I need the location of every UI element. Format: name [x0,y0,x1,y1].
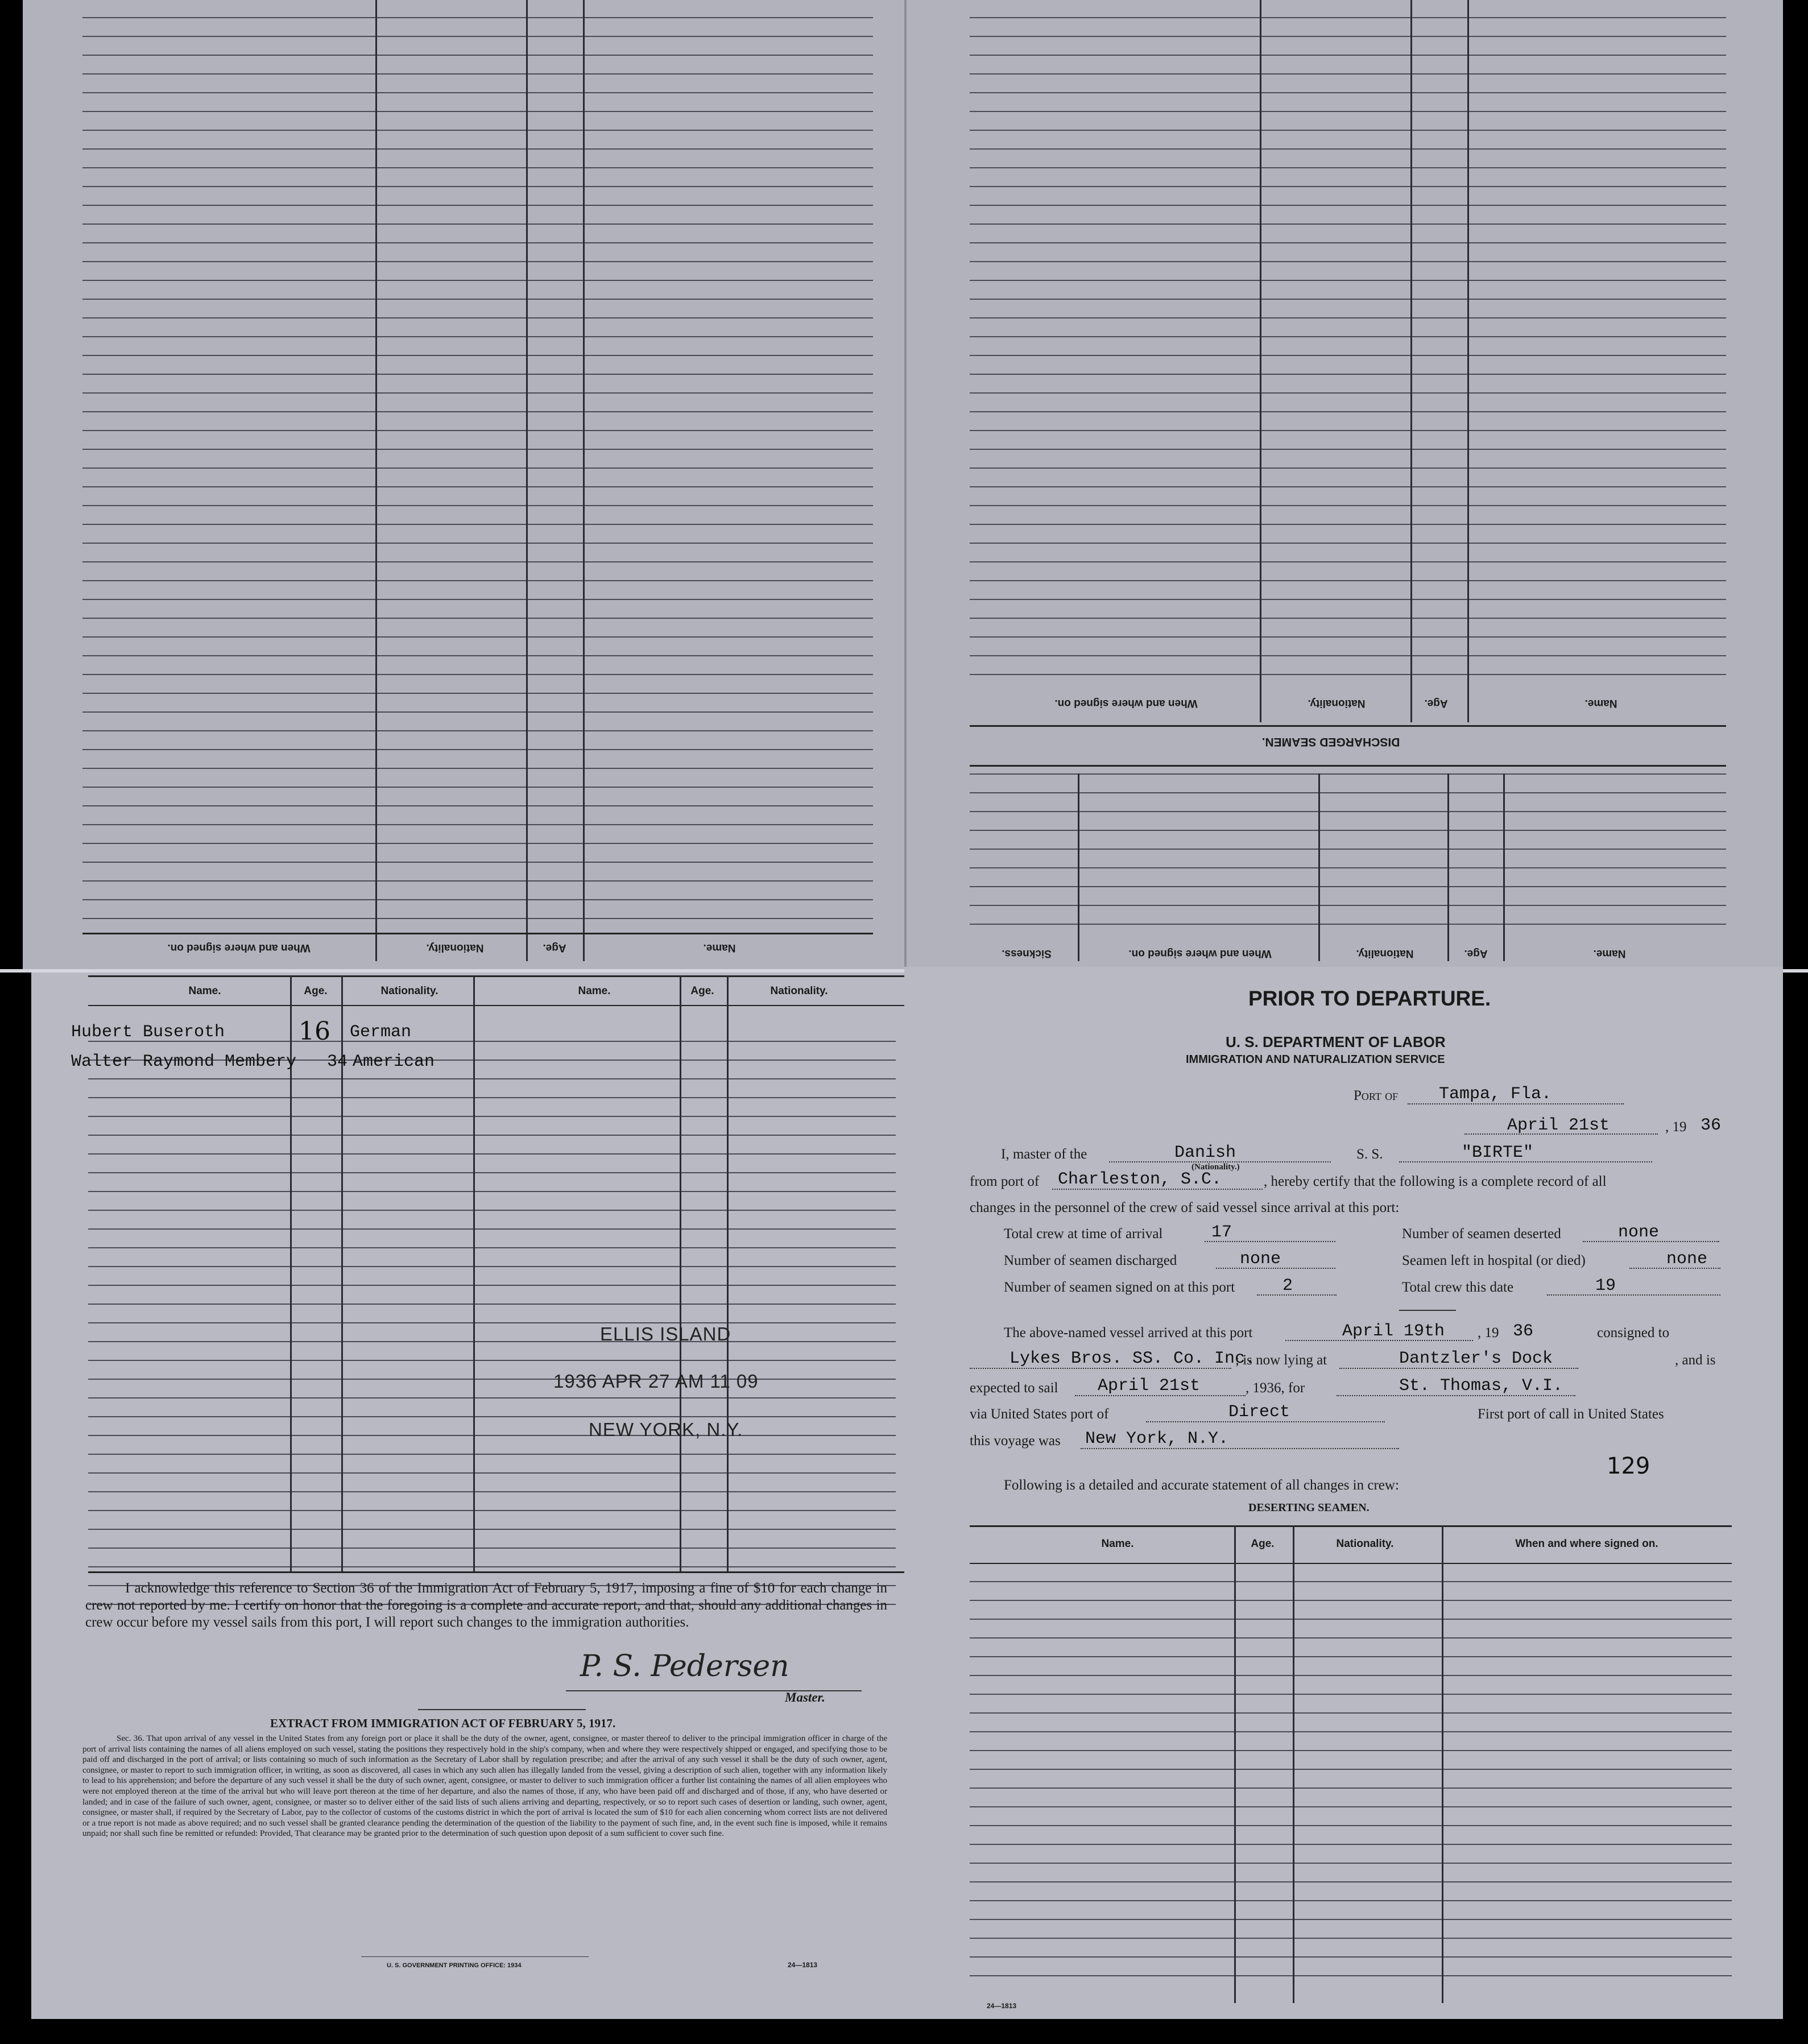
ruled-line [88,1266,896,1267]
signed-on-label: Number of seamen signed on at this port [1004,1280,1235,1295]
bottom-right-ruled-table [970,1581,1732,1991]
form-number-right: 24—1813 [987,2002,1017,2010]
prior-to-departure-title: PRIOR TO DEPARTURE. [1248,987,1491,1010]
crew-row-1-nationality: German [350,1023,412,1042]
deserted-value: none [1618,1223,1660,1242]
voyage-label: this voyage was [970,1433,1061,1449]
ruled-line [88,1153,896,1155]
ruled-line [970,561,1726,562]
ruled-line [88,1304,896,1305]
ruled-line [82,224,873,225]
destination-value: St. Thomas, V.I. [1399,1376,1563,1396]
ruled-line [970,55,1726,56]
ruled-line [970,242,1726,243]
ruled-line [970,1600,1732,1601]
ruled-line [82,561,873,562]
acknowledgement-text: I acknowledge this reference to Section 36 of the Immigration Act of February 5, 1917, imposing a fine of $10 for each change in crew not reported by me. I certify on honor that the foregoing is a complete and accurate report, and that, should any additional changes in crew occur before my vessel sails from this port, I will report such changes to the immigration authorities. [85,1580,887,1630]
top-left-header-nationality: Nationality. [426,942,484,954]
ellis-island-stamp-line-3: NEW YORK, N.Y. [589,1419,743,1440]
master-signature: P. S. Pedersen [580,1649,789,1683]
first-port-value: New York, N.Y. [1085,1429,1229,1449]
bottom-left-header-rule [88,1005,904,1006]
ruled-line [88,1379,896,1380]
top-right-column-divider [1260,0,1261,722]
ruled-line [970,449,1726,450]
signed-on-value: 2 [1282,1276,1293,1296]
extract-text: Sec. 36. That upon arrival of any vessel in the United States from any foreign port or place it shall be the duty of the owner, agent, consignee, or master thereof to deliver to the principal immigration officer in charge of the port of arrival lists containing the names of all aliens employed on such vessel, stating the positions they respectively hold in the ship's company, when and where they were respectively shipped or engaged, and specifying those to be paid off and discharged in the port of arrival; or lists containing so much of such information as the Secretary of Labor shall by regulation prescribe; and after the arrival of any such vessel it shall be the duty of such owner, agent, consignee, or master to report to such immigration officer, in writing, as soon as discovered, all cases in which any such alien has illegally landed from the vessel, giving a description of such alien, together with any information likely to lead to his apprehension; and before the departure of any such vessel it shall be the duty of such owner, agent, consignee, or master to deliver to such immigration officer a further list containing the names of all alien employees who were not employed thereon at the time of the arrival but who will leave port thereon at the time of her departure, and also the names of those, if any, who have been paid off and discharged and of those, if any, who have deserted or landed; and in case of the failure of such owner, agent, consignee, or master so to deliver either of the said lists of such aliens arriving and departing, respectively, or so to report such cases of desertion or landing, such owner, agent, consignee, or master shall, if required by the Secretary of Labor, pay to the collector of customs of the customs district in which the port of arrival is located the sum of $10 for each alien concerning whom correct lists are not delivered or a true report is not made as above required; and no such vessel shall be granted clearance pending the determination of the question of the liability to the payment of such fine, and, in the event such fine is imposed, while it remains unpaid; nor shall such fine be remitted or refunded: Provided, That clearance may be granted prior to the determination of such question upon deposit of a sum sufficient to cover such fine. [82,1734,887,1839]
ruled-line [970,524,1726,525]
ruled-line [970,1619,1732,1620]
br-column-divider [1234,1525,1236,2003]
ruled-line [970,924,1726,925]
ruled-line [970,830,1726,831]
ruled-line [82,730,873,731]
ruled-line [82,636,873,638]
nationality-caption: (Nationality.) [1191,1162,1240,1172]
ruled-line [82,280,873,281]
ruled-line [970,618,1726,619]
ruled-line [82,862,873,863]
top-left-sheet [23,0,904,973]
top-right-lower-column-divider [1447,773,1449,961]
ruled-line [970,299,1726,300]
top-right-sheet [904,0,1783,967]
port-label: Port of [1354,1088,1399,1103]
arrived-year: 36 [1513,1322,1534,1341]
ruled-line [970,1806,1732,1807]
br-header-nationality: Nationality. [1336,1538,1394,1550]
ruled-line [82,843,873,844]
bl-header-age: Age. [304,985,328,997]
ruled-line [970,1881,1732,1882]
ruled-line [970,1694,1732,1695]
ruled-line [82,36,873,37]
top-left-column-divider [375,0,377,961]
ruled-line [970,167,1726,168]
crew-row-2-nationality: American [353,1052,435,1071]
ruled-line [970,355,1726,356]
ruled-line [970,1637,1732,1638]
bl-column-divider [473,975,475,1573]
ruled-line [970,773,1726,775]
ruled-line [82,317,873,318]
ruled-line [970,1938,1732,1939]
ruled-line [82,674,873,675]
extract-title: EXTRACT FROM IMMIGRATION ACT OF FEBRUARY 5, 1917. [270,1716,616,1730]
top-right-column-divider [1467,0,1469,722]
bl-column-divider [727,975,729,1573]
total-crew-label: Total crew this date [1402,1280,1514,1295]
ruled-line [88,1116,896,1117]
ruled-line [970,1956,1732,1958]
ruled-line [82,880,873,882]
ruled-line [970,430,1726,431]
total-crew-arrival-label: Total crew at time of arrival [1004,1226,1163,1242]
ruled-line [970,224,1726,225]
and-is-text: , and is [1675,1352,1716,1368]
ruled-line [88,1191,896,1192]
summary-rule [1399,1310,1456,1311]
ruled-line [970,636,1726,638]
ruled-line [970,792,1726,793]
signed-on-field [1257,1294,1337,1296]
deserted-label: Number of seamen deserted [1402,1226,1561,1242]
ship-value: "BIRTE" [1462,1143,1534,1162]
ruled-line [88,1247,896,1248]
ruled-line [88,1078,896,1079]
ruled-line [82,17,873,18]
changes-text: changes in the personnel of the crew of said vessel since arrival at this port: [970,1200,1400,1215]
ruled-line [970,1825,1732,1826]
arrived-label: The above-named vessel arrived at this port [1004,1325,1253,1340]
department-name: U. S. DEPARTMENT OF LABOR [1226,1033,1446,1050]
bl-header-nationality-2: Nationality. [770,985,828,997]
bottom-left-top-rule [88,975,904,977]
ruled-line [88,1548,896,1549]
top-left-header-name: Name. [703,942,736,954]
top-left-header-signed-on: When and where signed on. [167,942,311,954]
sail-year-text: , 1936, for [1246,1380,1305,1396]
extract-bottom-rule [361,1956,589,1957]
ruled-line [82,355,873,356]
ruled-line [88,1097,896,1098]
expected-label: expected to sail [970,1380,1058,1396]
crew-row-1-name: Hubert Buseroth [71,1023,225,1042]
via-value: Direct [1228,1402,1290,1422]
br-column-divider [1442,1525,1443,2003]
ruled-line [970,599,1726,600]
br-header-signed-on: When and where signed on. [1515,1538,1658,1550]
ruled-line [82,749,873,750]
top-left-ruled-table [82,17,873,927]
ruled-line [82,242,873,243]
bl-column-divider [680,975,681,1573]
ruled-line [970,811,1726,812]
top-right-upper-header-age: Age. [1424,697,1448,709]
top-right-upper-header-name: Name. [1584,697,1617,709]
top-right-lower-header-sickness: Sickness. [1002,947,1052,959]
ruled-line [82,467,873,469]
top-right-column-divider [1410,0,1412,722]
consignee-value: Lykes Bros. SS. Co. Inc. [1009,1349,1256,1368]
top-right-upper-header-signed-on: When and where signed on. [1054,697,1198,709]
ruled-line [970,1975,1732,1976]
ruled-line [82,299,873,300]
ruled-line [88,1397,896,1398]
ruled-line [88,1416,896,1417]
bl-header-name: Name. [188,985,221,997]
ruled-line [970,411,1726,412]
ruled-line [88,1454,896,1455]
ruled-line [82,580,873,581]
ruled-line [82,336,873,337]
ruled-line [970,73,1726,75]
ruled-line [970,1581,1732,1582]
ruled-line [970,130,1726,131]
arrived-date: April 19th [1342,1322,1445,1341]
bl-header-name-2: Name. [578,985,611,997]
top-left-header-age: Age. [543,942,566,954]
year-prefix: , 19 [1665,1119,1687,1135]
ruled-line [82,374,873,375]
dock-value: Dantzler's Dock [1399,1349,1553,1368]
top-right-section-rule [970,725,1726,727]
ruled-line [970,580,1726,581]
form-number-left: 24—1813 [788,1961,818,1969]
ruled-line [82,693,873,694]
ruled-line [970,36,1726,37]
ruled-line [970,467,1726,469]
ruled-line [88,1172,896,1173]
ruled-line [82,824,873,825]
extract-rule [418,1709,586,1710]
ruled-line [82,524,873,525]
top-right-lower-header-nationality: Nationality. [1356,947,1414,959]
ruled-line [88,1472,896,1474]
crew-row-1-age: 16 [299,1017,330,1046]
ruled-line [970,674,1726,675]
deserting-seamen-title: DESERTING SEAMEN. [1248,1501,1370,1514]
following-label: Following is a detailed and accurate statement of all changes in crew: [1004,1478,1399,1493]
ruled-line [970,849,1726,850]
ruled-line [970,886,1726,887]
ruled-line [970,1675,1732,1676]
bottom-left-sheet [31,973,904,2019]
printing-office: U. S. GOVERNMENT PRINTING OFFICE: 1934 [387,1962,522,1969]
ruled-line [970,486,1726,487]
certify-text: , hereby certify that the following is a complete record of all [1264,1174,1607,1189]
ruled-line [82,411,873,412]
bottom-left-table-bottom-rule [88,1571,904,1573]
ruled-line [970,92,1726,93]
top-left-header-rule [82,933,873,934]
hospital-label: Seamen left in hospital (or died) [1402,1253,1586,1268]
top-left-column-divider [583,0,585,961]
top-right-lower-ruled-table [970,773,1726,933]
ruled-line [82,899,873,900]
ruled-line [88,1285,896,1286]
ruled-line [82,430,873,431]
crew-row-2-name: Walter Raymond Membery [71,1052,297,1071]
ellis-island-stamp-line-2: 1936 APR 27 AM 11 09 [553,1371,759,1392]
bl-header-nationality: Nationality. [380,985,438,997]
ruled-line [970,1788,1732,1789]
ruled-line [82,711,873,713]
ruled-line [82,805,873,806]
nationality-value: Danish [1174,1143,1236,1162]
top-right-upper-ruled-table [970,17,1726,682]
ruled-line [82,92,873,93]
ruled-line [970,1919,1732,1920]
ruled-line [970,1750,1732,1751]
ellis-island-stamp-line-1: ELLIS ISLAND [600,1323,731,1344]
ruled-line [970,205,1726,206]
ruled-line [82,599,873,600]
bottom-left-ruled-table [88,1041,896,1609]
ss-label: S. S. [1356,1147,1383,1162]
ruled-line [970,17,1726,18]
ruled-line [82,918,873,919]
ruled-line [970,1863,1732,1864]
discharged-label: Number of seamen discharged [1004,1253,1177,1268]
consigned-label: consigned to [1597,1325,1670,1340]
total-crew-arrival-value: 17 [1211,1223,1232,1242]
total-crew-value: 19 [1595,1276,1616,1296]
ruled-line [82,655,873,656]
ruled-line [970,261,1726,262]
top-right-lower-header-name: Name. [1593,947,1626,959]
ruled-line [970,374,1726,375]
top-right-lower-column-divider [1078,773,1079,961]
discharged-value: none [1240,1249,1281,1269]
ruled-line [970,280,1726,281]
top-right-lower-header-age: Age. [1464,947,1488,959]
ruled-line [970,1900,1732,1901]
top-right-lower-column-divider [1503,773,1505,961]
ruled-line [82,186,873,187]
ruled-line [82,486,873,487]
arrived-year-prefix: , 19 [1478,1325,1499,1340]
ruled-line [970,317,1726,318]
discharged-seamen-title: DISCHARGED SEAMEN. [1261,735,1400,748]
ruled-line [82,73,873,75]
ruled-line [970,1731,1732,1732]
ruled-line [970,186,1726,187]
ruled-line [970,543,1726,544]
br-column-divider [1293,1525,1294,2003]
ruled-line [88,1322,896,1323]
ruled-line [82,111,873,112]
ruled-line [82,505,873,506]
top-right-lower-column-divider [1318,773,1320,961]
ruled-line [88,1529,896,1530]
ruled-line [82,130,873,131]
from-port-value: Charleston, S.C. [1058,1170,1222,1189]
ruled-line [82,392,873,394]
sail-date-value: April 21st [1098,1376,1201,1396]
service-name: IMMIGRATION AND NATURALIZATION SERVICE [1186,1053,1445,1066]
master-label: Master. [785,1690,825,1704]
ruled-line [970,148,1726,150]
ruled-line [88,1491,896,1492]
ruled-line [970,1656,1732,1657]
br-header-rule [970,1563,1732,1564]
total-crew-field [1547,1294,1720,1296]
ruled-line [970,392,1726,394]
br-header-name: Name. [1101,1538,1134,1550]
ruled-line [82,787,873,788]
year-value: 36 [1701,1116,1722,1135]
ruled-line [970,867,1726,868]
ruled-line [970,336,1726,337]
ruled-line [82,261,873,262]
ruled-line [970,505,1726,506]
hospital-value: none [1666,1249,1708,1269]
top-left-column-divider [526,0,528,961]
crew-row-2-age: 34 [327,1052,348,1071]
ruled-line [970,111,1726,112]
ruled-line [970,655,1726,656]
ruled-line [88,1210,896,1211]
ruled-line [88,1566,896,1567]
ruled-line [970,905,1726,906]
ruled-line [88,1360,896,1361]
ruled-line [82,449,873,450]
via-label: via United States port of [970,1406,1109,1422]
page-number: 129 [1607,1453,1650,1479]
port-value: Tampa, Fla. [1439,1085,1552,1104]
ruled-line [88,1435,896,1436]
lying-label: ; is now lying at [1235,1352,1327,1368]
top-right-lower-header-signed-on: When and where signed on. [1128,947,1272,959]
ruled-line [82,148,873,150]
ruled-line [88,1510,896,1511]
ruled-line [970,1712,1732,1714]
date-value: April 21st [1507,1116,1610,1135]
from-port-label: from port of [970,1174,1040,1189]
ruled-line [82,618,873,619]
ruled-line [88,1135,896,1136]
br-table-top-rule [970,1525,1732,1527]
ruled-line [88,1341,896,1342]
ruled-line [82,768,873,769]
ruled-line [970,1844,1732,1845]
ruled-line [88,1228,896,1230]
ruled-line [82,55,873,56]
first-port-label: First port of call in United States [1478,1406,1664,1422]
master-of-label: I, master of the [1001,1147,1087,1162]
top-right-section-rule [970,765,1726,767]
ruled-line [82,205,873,206]
top-right-upper-header-nationality: Nationality. [1308,697,1366,709]
ruled-line [970,1769,1732,1770]
ruled-line [82,543,873,544]
bl-header-age-2: Age. [690,985,714,997]
ruled-line [82,167,873,168]
bottom-right-sheet [904,967,1783,2019]
br-header-age: Age. [1251,1538,1275,1550]
